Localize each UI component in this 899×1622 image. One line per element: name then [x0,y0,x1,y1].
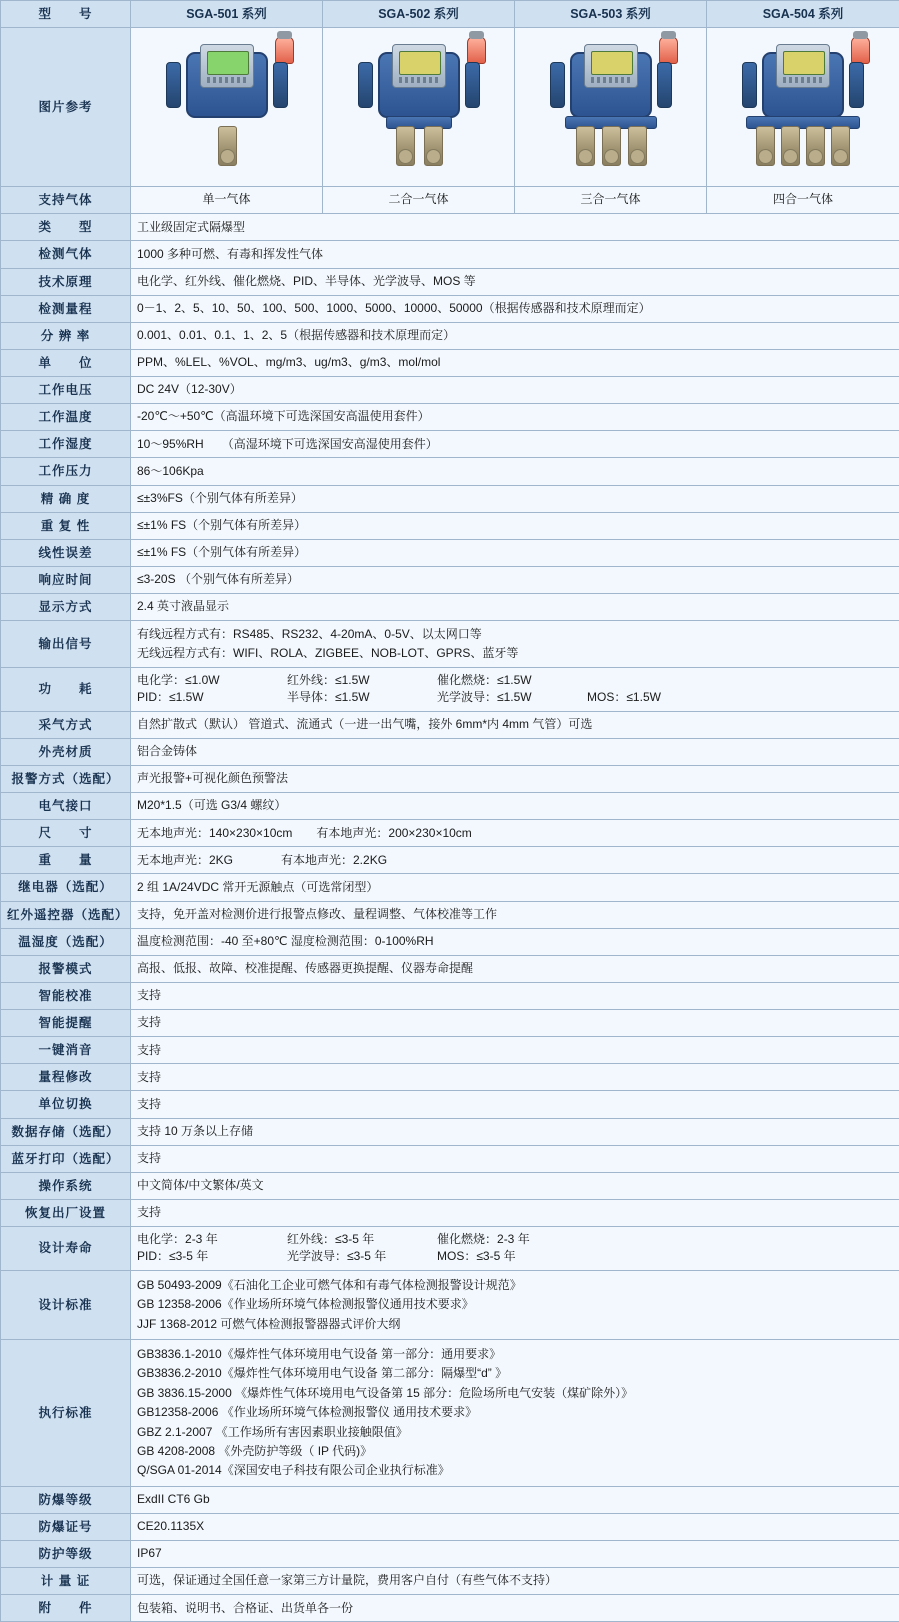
lifetime-item-name: 红外线： [287,1232,335,1246]
row-label: 工作压力 [1,458,131,485]
row-value: 2.4 英寸液晶显示 [131,594,899,621]
detector-probe [781,126,800,166]
row-label-power: 功 耗 [1,667,131,711]
power-item-value: ≤1.5W [497,690,532,704]
row-label-design-standard: 设计标准 [1,1270,131,1339]
table-row [1,322,899,349]
table-row-exec-standard [1,1340,899,1487]
row-label: 操作系统 [1,1172,131,1199]
table-row-design-standard [1,1270,899,1339]
model-name-3: SGA-503 系列 [515,1,707,28]
detector-faceplate [200,44,254,88]
table-row-supported-gas [1,187,899,214]
supported-gas-2: 二合一气体 [323,187,515,214]
product-image-3 [515,28,707,187]
row-value: 86～106Kpa [131,458,899,485]
row-label: 电气接口 [1,793,131,820]
row-label: 蓝牙打印（选配） [1,1145,131,1172]
lifetime-item-name: MOS： [437,1249,476,1263]
row-label-model: 型 号 [1,1,131,28]
row-label: 外壳材质 [1,738,131,765]
output-signal-wired: 有线远程方式有：RS485、RS232、4-20mA、0-5V、以太网口等 [137,626,893,643]
row-label: 智能校准 [1,982,131,1009]
table-row [1,512,899,539]
supported-gas-1: 单一气体 [131,187,323,214]
row-value-design-standard [131,1270,899,1339]
table-row [1,485,899,512]
row-value: 无本地声光：140×230×10cm 有本地声光：200×230×10cm [131,820,899,847]
power-item-value: ≤1.5W [626,690,661,704]
detector-screen [399,51,441,75]
row-label-image-reference: 图片参考 [1,28,131,187]
model-name-2: SGA-502 系列 [323,1,515,28]
detector-faceplate [584,44,638,88]
table-row [1,404,899,431]
row-label: 尺 寸 [1,820,131,847]
row-value: ≤±1% FS（个别气体有所差异） [131,539,899,566]
gas-detector-icon [536,34,686,174]
table-row-lifetime [1,1227,899,1271]
table-row [1,1037,899,1064]
detector-faceplate [776,44,830,88]
power-item-name: PID： [137,690,169,704]
table-row [1,566,899,593]
detector-probe [218,126,237,166]
lifetime-item-value: ≤3-5 年 [476,1249,515,1263]
row-label-lifetime: 设计寿命 [1,1227,131,1271]
detector-screen [783,51,825,75]
table-row [1,1486,899,1513]
detector-vents [591,77,631,83]
table-row [1,1145,899,1172]
table-row [1,1595,899,1622]
table-row [1,214,899,241]
table-row [1,1568,899,1595]
detector-cap-left [550,62,565,108]
model-name-1: SGA-501 系列 [131,1,323,28]
row-value-power [131,667,899,711]
exec-standard-item: GB3836.1-2010《爆炸性气体环境用电气设备 第一部分：通用要求》 [137,1346,893,1363]
detector-vents [399,77,439,83]
row-label: 响应时间 [1,566,131,593]
row-label: 重 量 [1,847,131,874]
row-label: 数据存储（选配） [1,1118,131,1145]
table-row [1,982,899,1009]
table-row [1,1091,899,1118]
row-label-exec-standard: 执行标准 [1,1340,131,1487]
detector-cap-right [465,62,480,108]
detector-cap-right [849,62,864,108]
supported-gas-4: 四合一气体 [707,187,899,214]
exec-standard-item: GB12358-2006 《作业场所环境气体检测报警仪 通用技术要求》 [137,1404,893,1421]
row-label: 一键消音 [1,1037,131,1064]
row-value: 无本地声光：2KG 有本地声光：2.2KG [131,847,899,874]
row-value: M20*1.5（可选 G3/4 螺纹） [131,793,899,820]
row-value: ≤±1% FS（个别气体有所差异） [131,512,899,539]
row-value: 支持 [131,1064,899,1091]
row-label: 红外遥控器（选配） [1,901,131,928]
product-image-2 [323,28,515,187]
row-label: 工作温度 [1,404,131,431]
row-label: 单 位 [1,349,131,376]
table-row [1,268,899,295]
table-row [1,955,899,982]
row-label: 检测量程 [1,295,131,322]
design-standard-item: GB 12358-2006《作业场所环境气体检测报警仪通用技术要求》 [137,1296,893,1313]
row-value: 声光报警+可视化颜色预警法 [131,765,899,792]
row-value: 温度检测范围：-40 至+80℃ 湿度检测范围：0-100%RH [131,928,899,955]
row-value: 电化学、红外线、催化燃烧、PID、半导体、光学波导、MOS 等 [131,268,899,295]
power-item-value: ≤1.5W [335,690,370,704]
row-label: 工作湿度 [1,431,131,458]
table-row [1,349,899,376]
power-item-name: 光学波导： [437,690,497,704]
alarm-light-icon [851,36,870,64]
row-label: 类 型 [1,214,131,241]
lifetime-item-name: 光学波导： [287,1249,347,1263]
table-row [1,1064,899,1091]
gas-detector-icon [344,34,494,174]
row-label: 报警方式（选配） [1,765,131,792]
row-label: 分 辨 率 [1,322,131,349]
table-row [1,793,899,820]
row-value: 铝合金铸体 [131,738,899,765]
exec-standard-item: Q/SGA 01-2014《深国安电子科技有限公司企业执行标准》 [137,1462,893,1479]
detector-faceplate [392,44,446,88]
row-label: 温湿度（选配） [1,928,131,955]
detector-screen [207,51,249,75]
row-label: 防护等级 [1,1541,131,1568]
power-item-name: 红外线： [287,673,335,687]
row-value: 10～95%RH （高湿环境下可选深国安高湿使用套件） [131,431,899,458]
row-value: 2 组 1A/24VDC 常开无源触点（可选常闭型） [131,874,899,901]
table-row [1,1118,899,1145]
row-label-supported-gas: 支持气体 [1,187,131,214]
detector-probe [806,126,825,166]
row-label: 计 量 证 [1,1568,131,1595]
table-row-power [1,667,899,711]
row-value: 支持 [131,982,899,1009]
row-value: 1000 多种可燃、有毒和挥发性气体 [131,241,899,268]
row-value: 包装箱、说明书、合格证、出货单各一份 [131,1595,899,1622]
row-value: ExdII CT6 Gb [131,1486,899,1513]
row-label: 智能提醒 [1,1010,131,1037]
table-row [1,928,899,955]
lifetime-item-name: 催化燃烧： [437,1232,497,1246]
row-label: 继电器（选配） [1,874,131,901]
power-item-name: 电化学： [137,673,185,687]
detector-cap-left [166,62,181,108]
detector-cap-right [273,62,288,108]
table-row [1,1010,899,1037]
row-value: 高报、低报、故障、校准提醒、传感器更换提醒、仪器寿命提醒 [131,955,899,982]
row-value: ≤±3%FS（个别气体有所差异） [131,485,899,512]
table-row-images [1,28,899,187]
table-row [1,295,899,322]
row-value: 自然扩散式（默认） 管道式、流通式（一进一出气嘴，接外 6mm*内 4mm 气管）可选 [131,711,899,738]
table-row [1,1513,899,1540]
exec-standard-item: GB 4208-2008 《外壳防护等级（ IP 代码)》 [137,1443,893,1460]
row-label: 防爆等级 [1,1486,131,1513]
supported-gas-3: 三合一气体 [515,187,707,214]
row-label: 恢复出厂设置 [1,1199,131,1226]
table-row [1,594,899,621]
detector-probe [602,126,621,166]
detector-cap-right [657,62,672,108]
table-row [1,1541,899,1568]
row-label: 显示方式 [1,594,131,621]
detector-probe [576,126,595,166]
table-row [1,377,899,404]
row-value-output-signal [131,621,899,668]
row-value: 支持 [131,1037,899,1064]
row-value: ≤3-20S （个别气体有所差异） [131,566,899,593]
table-row [1,738,899,765]
row-value: IP67 [131,1541,899,1568]
detector-screen [591,51,633,75]
power-item-value: ≤1.5W [335,673,370,687]
table-row [1,1172,899,1199]
row-value: 支持 [131,1145,899,1172]
exec-standard-item: GB 3836.15-2000 《爆炸性气体环境用电气设备第 15 部分：危险场所电气安装（煤矿除外）》 [137,1385,893,1402]
detector-cap-left [358,62,373,108]
power-item-value: ≤1.5W [497,673,532,687]
row-value: 0.001、0.01、0.1、1、2、5（根据传感器和技术原理而定） [131,322,899,349]
table-row [1,431,899,458]
row-value: 中文简体/中文繁体/英文 [131,1172,899,1199]
row-value: 支持 10 万条以上存储 [131,1118,899,1145]
row-label: 工作电压 [1,377,131,404]
table-row-model-header [1,1,899,28]
power-item-name: 半导体： [287,690,335,704]
row-label: 重 复 性 [1,512,131,539]
row-value: -20℃～+50℃（高温环境下可选深国安高温使用套件） [131,404,899,431]
detector-probe [396,126,415,166]
detector-vents [783,77,823,83]
row-label: 技术原理 [1,268,131,295]
row-value: 工业级固定式隔爆型 [131,214,899,241]
power-item-name: 催化燃烧： [437,673,497,687]
alarm-light-icon [659,36,678,64]
row-value: 可选，保证通过全国任意一家第三方计量院，费用客户自付（有些气体不支持） [131,1568,899,1595]
table-row [1,539,899,566]
lifetime-item-name: 电化学： [137,1232,185,1246]
power-item-value: ≤1.0W [185,673,220,687]
power-item-value: ≤1.5W [169,690,204,704]
table-row [1,820,899,847]
row-label: 附 件 [1,1595,131,1622]
alarm-light-icon [275,36,294,64]
row-value: 支持 [131,1199,899,1226]
row-value: CE20.1135X [131,1513,899,1540]
row-label: 线性误差 [1,539,131,566]
detector-vents [207,77,247,83]
table-row [1,711,899,738]
detector-cap-left [742,62,757,108]
row-value: 支持 [131,1091,899,1118]
row-label: 采气方式 [1,711,131,738]
table-row [1,241,899,268]
table-row [1,458,899,485]
table-row [1,847,899,874]
row-label: 精 确 度 [1,485,131,512]
table-row [1,765,899,792]
lifetime-item-value: ≤3-5 年 [335,1232,374,1246]
design-standard-item: GB 50493-2009《石油化工企业可燃气体和有毒气体检测报警设计规范》 [137,1277,893,1294]
exec-standard-item: GBZ 2.1-2007 《工作场所有害因素职业接触限值》 [137,1424,893,1441]
row-value: 0－1、2、5、10、50、100、500、1000、5000、10000、50000（根据传感器和技术原理而定） [131,295,899,322]
detector-probe [424,126,443,166]
table-row [1,1199,899,1226]
exec-standard-item: GB3836.2-2010《爆炸性气体环境用电气设备 第二部分：隔爆型“d” 》 [137,1365,893,1382]
table-row [1,874,899,901]
row-value: PPM、%LEL、%VOL、mg/m3、ug/m3、g/m3、mol/mol [131,349,899,376]
row-value-lifetime [131,1227,899,1271]
output-signal-wireless: 无线远程方式有：WIFI、ROLA、ZIGBEE、NOB-LOT、GPRS、蓝牙等 [137,645,893,662]
design-standard-item: JJF 1368-2012 可燃气体检测报警器器式评价大纲 [137,1316,893,1333]
product-image-4 [707,28,899,187]
detector-probe [831,126,850,166]
gas-detector-icon [728,34,878,174]
row-label: 量程修改 [1,1064,131,1091]
row-label: 检测气体 [1,241,131,268]
table-row-output-signal [1,621,899,668]
row-value-exec-standard [131,1340,899,1487]
lifetime-item-value: 2-3 年 [497,1232,530,1246]
gas-detector-icon [152,34,302,174]
row-label: 单位切换 [1,1091,131,1118]
product-image-1 [131,28,323,187]
lifetime-item-name: PID： [137,1249,169,1263]
row-value: 支持 [131,1010,899,1037]
lifetime-item-value: ≤3-5 年 [169,1249,208,1263]
detector-probe [628,126,647,166]
row-label: 报警模式 [1,955,131,982]
row-label-output-signal: 输出信号 [1,621,131,668]
alarm-light-icon [467,36,486,64]
row-value: 支持，免开盖对检测价进行报警点修改、量程调整、气体校准等工作 [131,901,899,928]
lifetime-item-value: ≤3-5 年 [347,1249,386,1263]
lifetime-item-value: 2-3 年 [185,1232,218,1246]
power-item-name: MOS： [587,690,626,704]
row-value: DC 24V（12-30V） [131,377,899,404]
model-name-4: SGA-504 系列 [707,1,899,28]
row-label: 防爆证号 [1,1513,131,1540]
detector-probe [756,126,775,166]
table-row [1,901,899,928]
